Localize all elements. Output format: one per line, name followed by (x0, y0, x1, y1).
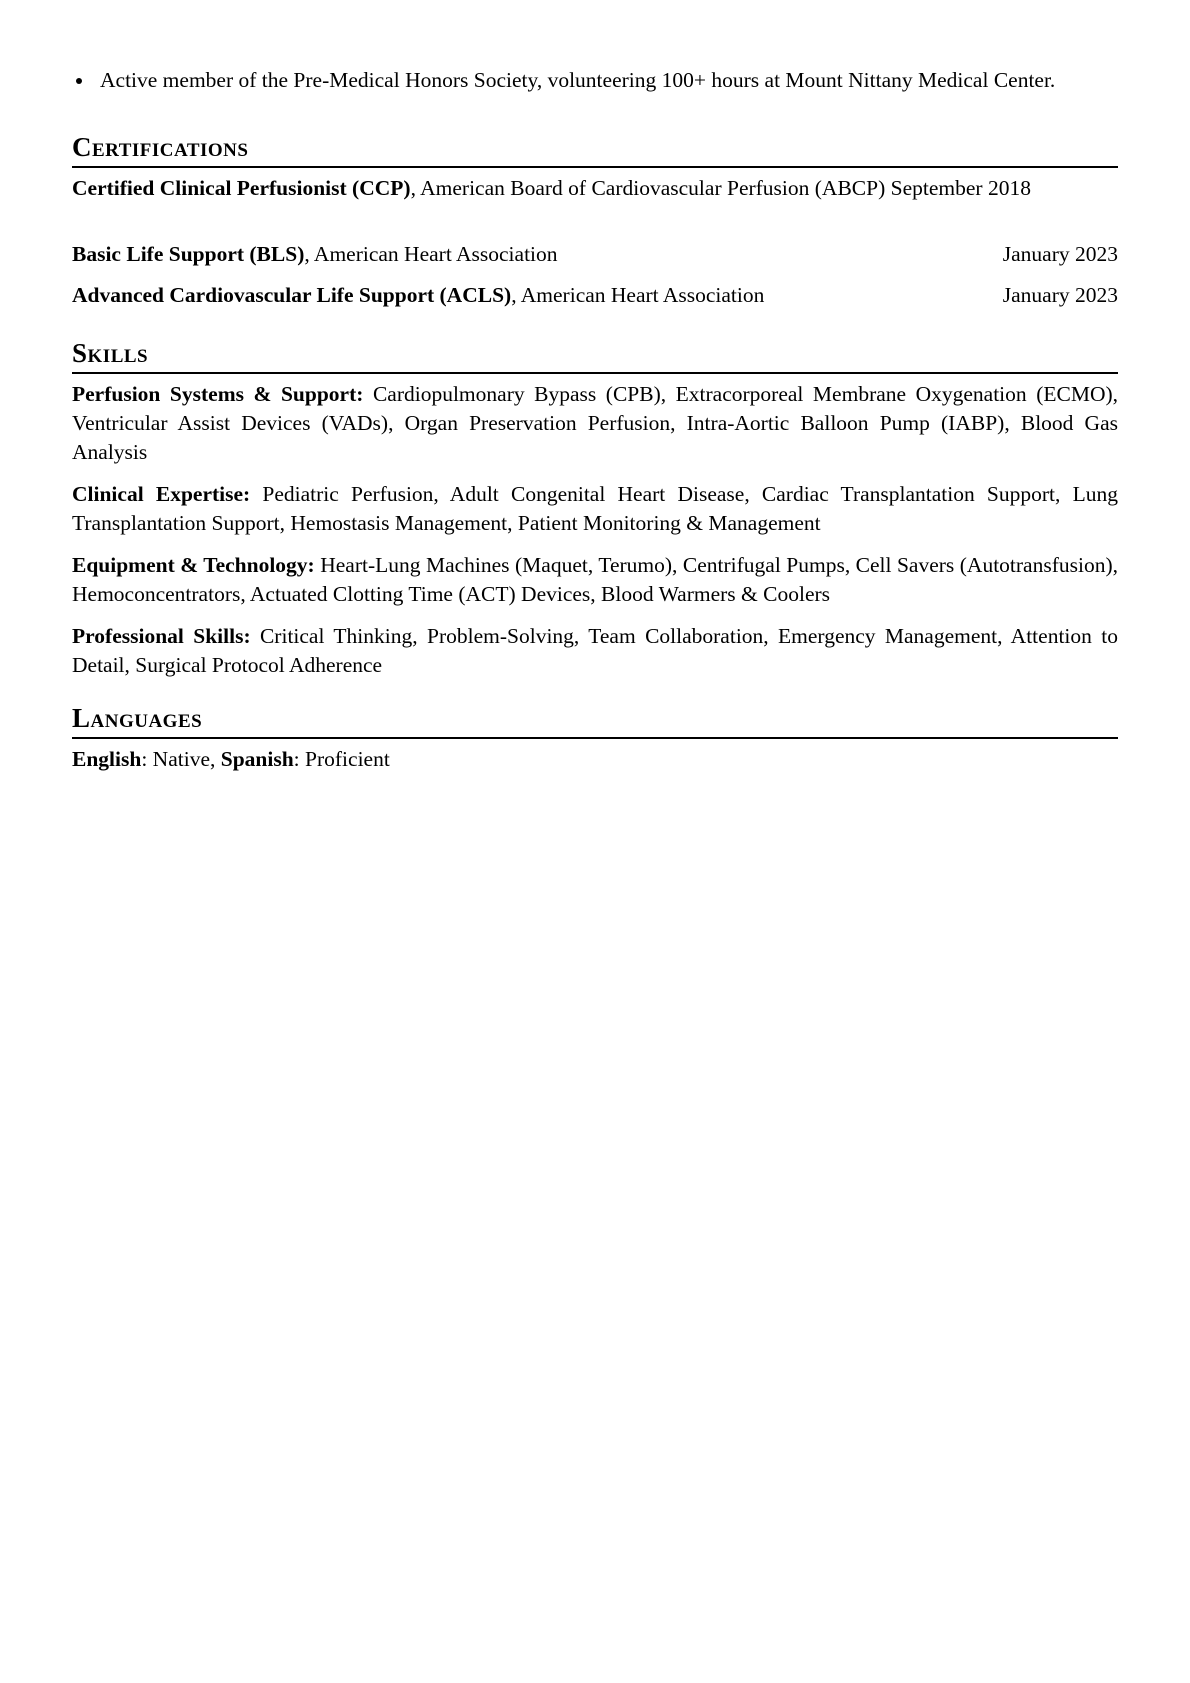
skill-text: Cardiopulmonary Bypass (CPB), Extracorporeal Membrane Oxygenation (ECMO), Ventricular Assist Devices (VADs), Organ Preservation Perfusion, Intra-Aortic Balloon Pump (IABP), Blood Gas Analysis (72, 382, 1119, 464)
skill-text: Pediatric Perfusion, Adult Congenital Heart Disease, Cardiac Transplantation Support, Lung Transplantation Support, Hemostasis Management, Patient Monitoring & Management (72, 482, 1118, 535)
certification-entry-ccp (72, 174, 1118, 203)
bullet-icon (76, 78, 82, 84)
list-item (72, 66, 1118, 95)
activities-list (72, 66, 1118, 95)
skills-heading: Skills (72, 337, 1118, 374)
language-name: English (72, 747, 142, 771)
language-level: : Native, (141, 747, 221, 771)
certification-date: January 2023 (1002, 242, 1118, 266)
skill-text: Heart-Lung Machines (Maquet, Terumo), Centrifugal Pumps, Cell Savers (Autotransfusion), Hemoconcentrators, Actuated Clotting Time (ACT) Devices, Blood Warmers & Coolers (72, 553, 1119, 606)
languages-line (72, 745, 1118, 774)
certifications-heading: Certifications (72, 131, 1118, 168)
certification-date: September 2018 (890, 176, 1031, 200)
languages-heading: Languages (72, 702, 1118, 739)
certification-issuer: , American Heart Association (511, 283, 765, 307)
skill-entry-perfusion (72, 380, 1118, 467)
skill-entry-equipment (72, 551, 1118, 609)
skill-label: Professional Skills: (72, 624, 251, 648)
skill-text: Critical Thinking, Problem-Solving, Team Collaboration, Emergency Management, Attention to Detail, Surgical Protocol Adherence (72, 624, 1118, 677)
skill-label: Clinical Expertise: (72, 482, 251, 506)
language-level: : Proficient (293, 747, 390, 771)
skill-label: Equipment & Technology: (72, 553, 315, 577)
certification-issuer: , American Board of Cardiovascular Perfusion (ABCP) (410, 176, 886, 200)
certification-title: Advanced Cardiovascular Life Support (ACLS) (72, 283, 512, 307)
bullet-text: Active member of the Pre-Medical Honors Society, volunteering 100+ hours at Mount Nittany Medical Center. (100, 68, 1056, 92)
skill-entry-professional (72, 622, 1118, 680)
certification-entry-acls (72, 281, 1118, 310)
certification-title: Certified Clinical Perfusionist (CCP) (72, 176, 411, 200)
certification-date: January 2023 (1002, 283, 1118, 307)
certification-entry-bls (72, 240, 1118, 269)
certification-issuer: , American Heart Association (304, 242, 558, 266)
skill-entry-clinical (72, 480, 1118, 538)
skill-label: Perfusion Systems & Support: (72, 382, 364, 406)
language-name: Spanish (220, 747, 294, 771)
certification-title: Basic Life Support (BLS) (72, 242, 305, 266)
